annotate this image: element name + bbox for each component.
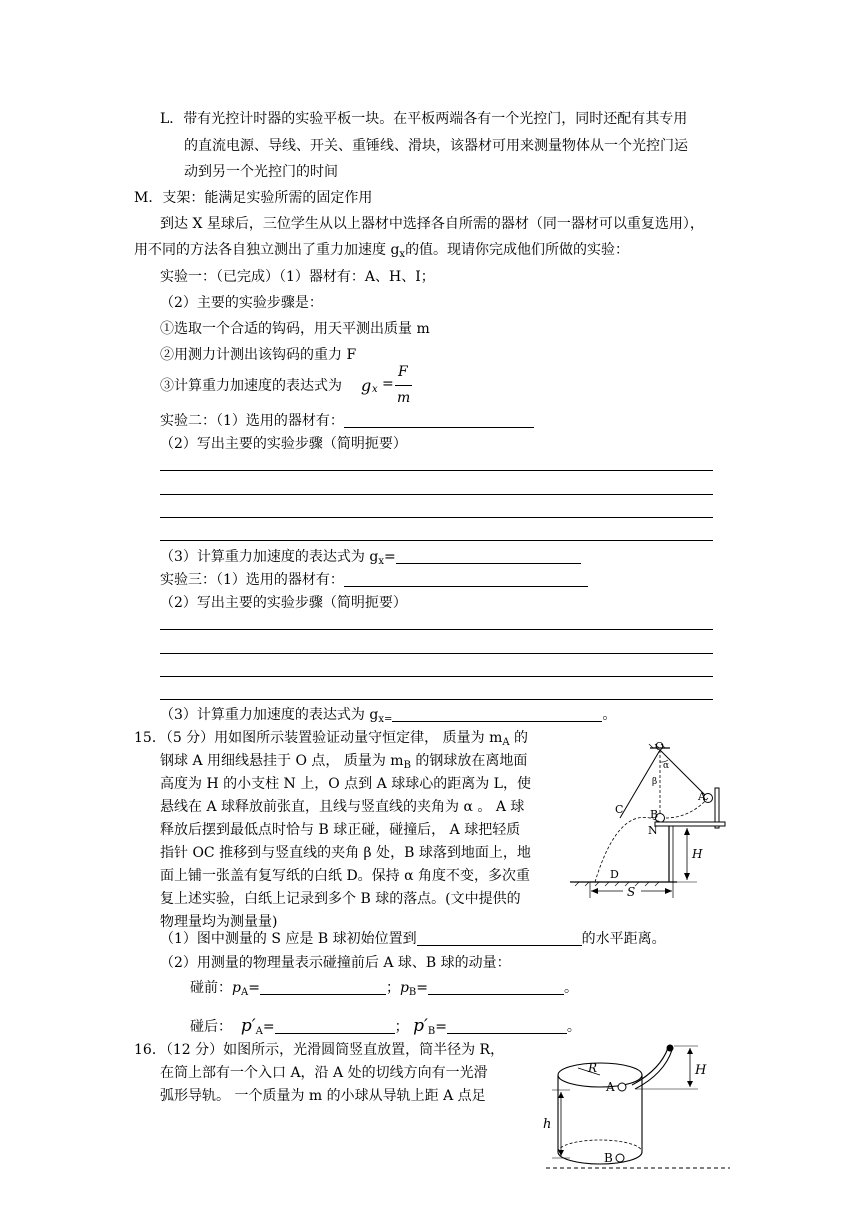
q15-line6: 指针 OC 推移到与竖直线的夹角 β 处，B 球落到地面上，地: [160, 845, 531, 861]
exp3-line2: （2）写出主要的实验步骤（简明扼要）: [160, 595, 407, 611]
exp3-line3: （3）计算重力加速度的表达式为 $g_{x=}$ 。: [160, 707, 617, 725]
cylinder-rail-figure: [540, 1040, 740, 1175]
exp1-step1: ①选取一个合适的钩码，用天平测出质量 m: [160, 321, 430, 337]
q15-line5: 释放后摆到最低点时恰与 B 球正碰，碰撞后， A 球把轻质: [160, 822, 521, 838]
exp2-equipment-blank[interactable]: [344, 413, 534, 428]
distance-s-marker: [585, 882, 695, 904]
answer-line[interactable]: [160, 653, 713, 654]
answer-line[interactable]: [160, 517, 713, 518]
label-beta: β: [652, 777, 658, 787]
intro-line2: 用不同的方法各自独立测出了重力加速度 $g_x$的值。现请你完成他们所做的实验：: [134, 242, 630, 260]
q15-after: 碰后： $p'_A=$ ； $p'_B=$ 。: [190, 1016, 581, 1037]
label-o: O: [655, 740, 665, 753]
item-l-line2: 的直流电源、导线、开关、重锤线、滑块，该器材可用来测量物体从一个光控门运: [184, 138, 688, 154]
label-d: D: [610, 868, 619, 881]
q15-line4: 悬线在 A 球释放前张直，且线与竖直线的夹角为 α 。 A 球: [160, 799, 525, 815]
exp2-line2: （2）写出主要的实验步骤（简明扼要）: [160, 436, 407, 452]
pb-before-blank[interactable]: [428, 980, 564, 995]
formula-numerator: F: [398, 364, 408, 380]
exp1-step3: ③计算重力加速度的表达式为: [160, 378, 342, 394]
q15-s-blank[interactable]: [417, 931, 582, 946]
label-s: S: [627, 885, 636, 899]
label-alpha: α: [663, 761, 670, 771]
q16-line2: 在筒上部有一个入口 A，沿 A 处的切线方向有一光滑: [160, 1065, 488, 1081]
answer-line[interactable]: [160, 494, 713, 495]
formula-denominator: m: [397, 390, 411, 406]
formula-equals: =: [382, 376, 394, 392]
q15-sub1: （1）图中测量的 S 应是 B 球初始位置到 的水平距离。: [160, 931, 666, 947]
exp2-line1: 实验二：（1）选用的器材有：: [160, 412, 534, 430]
label-c: C: [615, 803, 624, 816]
label-h-lower: h: [543, 1117, 552, 1132]
answer-line[interactable]: [160, 629, 713, 630]
intro-line1: 到达 X 星球后，三位学生从以上器材中选择各自所需的器材（同一器材可以重复选用），: [160, 216, 704, 232]
exp2-formula-blank[interactable]: [396, 549, 581, 564]
answer-line[interactable]: [160, 540, 713, 541]
q15-line2: 钢球 A 用细线悬挂于 O 点， 质量为 $m_B$ 的钢球放在离地面: [160, 753, 528, 771]
exp3-formula-blank[interactable]: [392, 707, 602, 722]
answer-line[interactable]: [160, 699, 713, 700]
q15-line7: 面上铺一张盖有复写纸的白纸 D。保持 α 角度不变，多次重: [160, 868, 531, 884]
label-a: A: [698, 790, 706, 803]
q16-line1: 16．（12 分）如图所示，光滑圆筒竖直放置，筒半径为 R，: [134, 1042, 505, 1058]
label-b: B: [650, 808, 659, 821]
exp1-step2: ②用测力计测出该钩码的重力 F: [160, 347, 357, 363]
label-b: B: [604, 1151, 613, 1165]
exp1-line2: （2）主要的实验步骤是：: [160, 295, 323, 311]
item-m: M．支架：能满足实验所需的固定作用: [134, 190, 373, 206]
q15-sub2: （2）用测量的物理量表示碰撞前后 A 球、B 球的动量：: [160, 955, 511, 971]
exp2-line3: （3）计算重力加速度的表达式为 $g_x=$: [160, 548, 581, 571]
q15-line8: 复上述实验，白纸上记录到多个 B 球的落点。(文中提供的: [160, 891, 521, 907]
label-h: H: [692, 847, 703, 861]
q15-line3: 高度为 H 的小支柱 N 上，O 点到 A 球球心的距离为 L，使: [160, 776, 531, 792]
exp3-line1: 实验三：（1）选用的器材有：: [160, 571, 588, 589]
formula-sub: x: [372, 384, 378, 395]
item-l-line1: L．带有光控计时器的实验平板一块。在平板两端各有一个光控门，同时还配有其专用: [160, 111, 688, 127]
q15-line1: 15．（5 分）用如图所示装置验证动量守恒定律， 质量为 $m_A$ 的: [134, 730, 529, 748]
answer-line[interactable]: [160, 676, 713, 677]
pa-before-blank[interactable]: [260, 980, 386, 995]
q16-line3: 弧形导轨。 一个质量为 m 的小球从导轨上距 A 点足: [160, 1088, 486, 1104]
item-l-line3: 动到另一个光控门的时间: [184, 164, 338, 180]
q15-line9: 物理量均为测量量): [160, 914, 278, 930]
pendulum-collision-figure: [565, 740, 735, 890]
label-h-upper: H: [695, 1063, 707, 1078]
label-a: A: [606, 1080, 615, 1094]
exp3-equipment-blank[interactable]: [344, 572, 588, 587]
q15-before: 碰前：$p_A=$ ；$p_B=$ 。: [190, 980, 578, 998]
label-r: R: [588, 1061, 598, 1075]
pb-after-blank[interactable]: [447, 1019, 567, 1034]
answer-line[interactable]: [160, 470, 713, 471]
formula-g: g: [361, 376, 372, 395]
pa-after-blank[interactable]: [275, 1019, 395, 1034]
fraction-bar: [395, 385, 412, 386]
exp1-line1: 实验一：（已完成）（1）器材有：A、H、I；: [160, 269, 435, 285]
label-n: N: [648, 824, 658, 837]
